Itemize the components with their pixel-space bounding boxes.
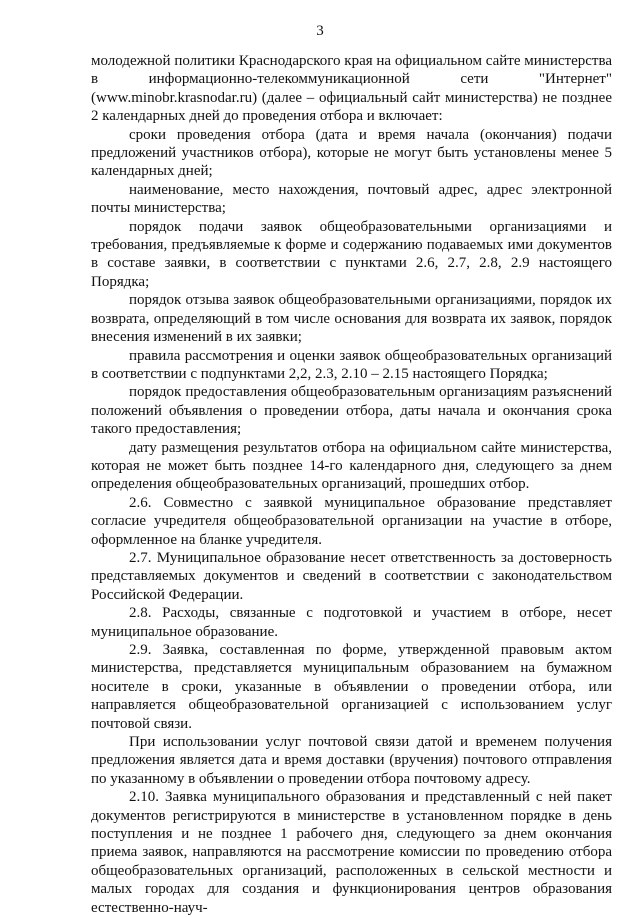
paragraph-4: порядок подачи заявок общеобразовательными организациями и требования, предъявляемые к форме и содержанию подаваемых ими документов в составе заявки, в соответствии с пунктами 2.6, 2.7, 2.8, 2.9 настоящего Порядка; bbox=[91, 218, 612, 290]
paragraph-1: молодежной политики Краснодарского края на официальном сайте министерства в информационно-телекоммуникационной сети "Интернет" (www.minobr.krasnodar.ru) (далее – официальный сайт министерства) не позднее 2 календарных дней до проведения отбора и включает: bbox=[91, 53, 612, 125]
page-number: 3 bbox=[316, 23, 324, 39]
paragraph-3: наименование, место нахождения, почтовый адрес, адрес электронной почты министерства; bbox=[91, 181, 612, 217]
paragraph-11: 2.8. Расходы, связанные с подготовкой и участием в отборе, несет муниципальное образование. bbox=[91, 605, 612, 640]
paragraph-13: При использовании услуг почтовой связи датой и временем получения предложения является дата и время доставки (вручения) почтового отправления по указанному в объявлении о проведении отбора почтовому адресу. bbox=[91, 734, 612, 787]
paragraph-12: 2.9. Заявка, составленная по форме, утвержденной правовым актом министерства, представляется муниципальным образованием на бумажном носителе в сроки, указанные в объявлении о проведении отбора, или направляется общеобразовательной организацией с использованием услуг почтовой связи. bbox=[91, 642, 612, 732]
paragraph-8: дату размещения результатов отбора на официальном сайте министерства, которая не может быть позднее 14-го календарного дня, следующего за днем определения общеобразовательных организаций, прошедших отбор. bbox=[91, 439, 612, 493]
paragraph-14: 2.10. Заявка муниципального образования и представленный с ней пакет документов регистрируются в министерстве в установленном порядке в день поступления и не позднее 1 рабочего дня, следующего за днем окончания приема заявок, направляются на рассмотрение комиссии по проведению отбора общеобразовательных организаций, расположенных в сельской местности и малых городах для создания и функционирования центров образования естественно-науч- bbox=[91, 789, 612, 916]
paragraph-6: правила рассмотрения и оценки заявок общеобразовательных организаций в соответствии с подпунктами 2,2, 2.3, 2.10 – 2.15 настоящего Порядка; bbox=[91, 347, 612, 382]
paragraph-10: 2.7. Муниципальное образование несет ответственность за достоверность представляемых документов и сведений в соответствии с законодательством Российской Федерации. bbox=[91, 549, 612, 603]
paragraph-2: сроки проведения отбора (дата и время начала (окончания) подачи предложений участников отбора), которые не могут быть установлены менее 5 календарных дней; bbox=[91, 126, 612, 180]
paragraph-9: 2.6. Совместно с заявкой муниципальное образование представляет согласие учредителя общеобразовательной организации на участие в отборе, оформленное на бланке учредителя. bbox=[91, 494, 612, 548]
paragraph-7: порядок предоставления общеобразовательным организациям разъяснений положений объявления о проведении отбора, даты начала и окончания срока такого предоставления; bbox=[91, 384, 612, 438]
paragraph-5: порядок отзыва заявок общеобразовательными организациями, порядок их возврата, определяющий в том числе основания для возврата их заявок, порядок внесения изменений в их заявки; bbox=[91, 292, 612, 346]
document-body bbox=[91, 52, 612, 917]
